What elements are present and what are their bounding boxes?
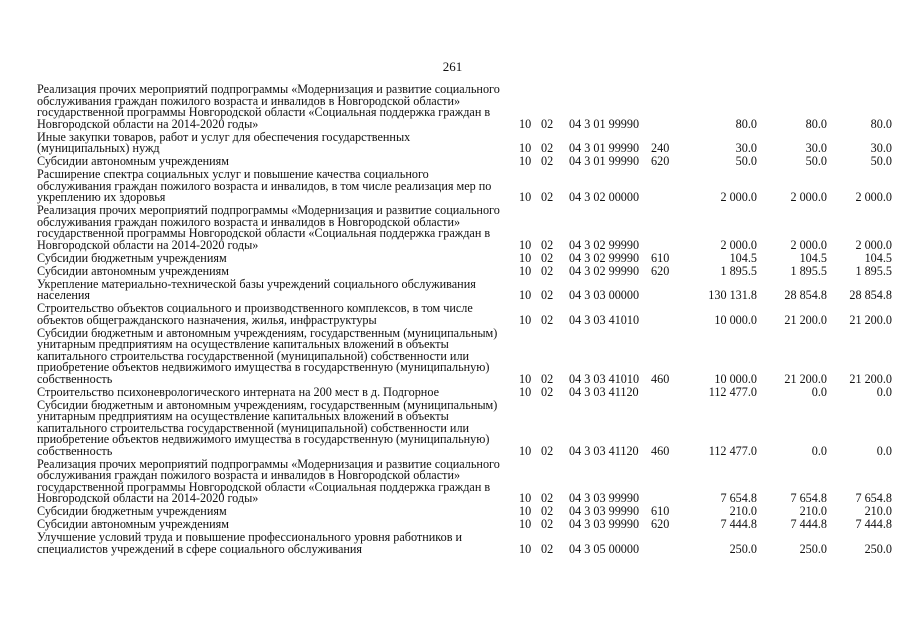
row-subsection-code: 02	[541, 312, 554, 327]
row-name: Улучшение условий труда и повышение профессионального уровня работников и специалистов учреждений в сфере социального обслуживания	[37, 530, 463, 556]
row-target-article-code: 04 3 03 99990	[569, 504, 640, 518]
row-expense-type-code	[651, 169, 677, 205]
row-subsection-code: 02	[541, 517, 554, 531]
row-section-code: 10	[519, 190, 532, 204]
row-amount-year-1: 80.0	[735, 116, 757, 131]
row-amount-year-2: 80.0	[805, 116, 827, 131]
row-amount-year-3: 21 200.0	[849, 312, 892, 327]
row-subsection-code: 02	[541, 371, 554, 386]
row-name: Расширение спектра социальных услуг и повышение качества социального обслуживания граждан пожилого возраста и инвалидов, в том числе реализация мер по укреплению их здоровья	[37, 167, 492, 204]
row-section-code: 10	[519, 371, 532, 386]
row-amount-year-2: 0.0	[811, 384, 827, 399]
row-expense-type-code	[651, 279, 677, 304]
row-expense-type-code: 620	[651, 154, 670, 168]
row-amount-year-1: 7 444.8	[720, 517, 757, 531]
row-target-article-code: 04 3 05 00000	[569, 541, 640, 556]
row-subsection-code: 02	[541, 504, 554, 518]
row-amount-year-3: 2 000.0	[855, 237, 892, 252]
row-section-code: 10	[519, 288, 532, 302]
row-amount-year-3: 0.0	[876, 443, 892, 458]
row-amount-year-2: 50.0	[805, 154, 827, 168]
row-amount-year-1: 2 000.0	[720, 237, 757, 252]
budget-table	[37, 84, 892, 557]
row-amount-year-1: 130 131.8	[708, 288, 757, 302]
budget-table-body	[37, 84, 892, 557]
row-expense-type-code: 610	[651, 504, 670, 518]
row-target-article-code: 04 3 02 99990	[569, 263, 640, 278]
row-name: Субсидии автономным учреждениям	[37, 154, 229, 168]
row-name: Реализация прочих мероприятий подпрограммы «Модернизация и развитие социального обслуживания граждан пожилого возраста и инвалидов в Новгородской области» государственной программы Новгородской области «Социальная поддержка граждан в Новгородской области на 2014-2020 годы»	[37, 82, 500, 131]
row-name: Субсидии автономным учреждениям	[37, 517, 229, 531]
row-amount-year-3: 2 000.0	[855, 190, 892, 204]
table-row	[37, 169, 892, 205]
row-amount-year-1: 250.0	[729, 541, 757, 556]
row-target-article-code: 04 3 03 41010	[569, 312, 640, 327]
row-target-article-code: 04 3 03 41120	[569, 443, 639, 458]
row-name: Субсидии бюджетным и автономным учреждениям, государственным (муниципальным) унитарным предприятиям на осуществление капитальных вложений в объекты капитального строительства государственной (муниципальной) собственности или приобретение объектов недвижимого имущества в государственную (муниципальную) собственность	[37, 397, 498, 458]
row-amount-year-1: 104.5	[729, 250, 757, 265]
row-amount-year-3: 30.0	[870, 141, 892, 155]
row-amount-year-2: 2 000.0	[790, 237, 827, 252]
row-amount-year-1: 112 477.0	[708, 443, 757, 458]
row-amount-year-3: 80.0	[870, 116, 892, 131]
row-amount-year-2: 21 200.0	[784, 312, 827, 327]
row-amount-year-1: 1 895.5	[720, 263, 757, 278]
row-name: Иные закупки товаров, работ и услуг для обеспечения государственных (муниципальных) нужд	[37, 129, 411, 155]
row-target-article-code: 04 3 03 99990	[569, 491, 640, 505]
row-target-article-code: 04 3 01 99990	[569, 154, 640, 168]
row-amount-year-1: 10 000.0	[714, 371, 757, 386]
row-name: Реализация прочих мероприятий подпрограммы «Модернизация и развитие социального обслуживания граждан пожилого возраста и инвалидов в Новгородской области» государственной программы Новгородской области «Социальная поддержка граждан в Новгородской области на 2014-2020 годы»	[37, 203, 500, 252]
row-target-article-code: 04 3 02 00000	[569, 190, 640, 204]
row-amount-year-3: 104.5	[864, 250, 892, 265]
row-expense-type-code: 460	[651, 443, 670, 458]
row-target-article-code: 04 3 03 41010	[569, 371, 640, 386]
row-subsection-code: 02	[541, 384, 554, 399]
page-number: 261	[442, 59, 463, 74]
row-expense-type-code: 620	[651, 517, 670, 531]
table-row	[37, 279, 892, 304]
row-name: Субсидии бюджетным учреждениям	[37, 504, 227, 518]
table-row	[37, 132, 892, 157]
row-amount-year-2: 1 895.5	[790, 263, 827, 278]
row-subsection-code: 02	[541, 116, 554, 131]
row-section-code: 10	[519, 491, 532, 505]
table-row	[37, 303, 892, 328]
row-target-article-code: 04 3 02 99990	[569, 237, 640, 252]
row-name: Укрепление материально-технической базы учреждений социального обслуживания населения	[37, 276, 476, 302]
row-amount-year-2: 2 000.0	[790, 190, 827, 204]
table-row	[37, 84, 892, 132]
row-amount-year-2: 0.0	[811, 443, 827, 458]
row-expense-type-code	[651, 459, 677, 507]
row-amount-year-3: 7 444.8	[855, 517, 892, 531]
row-subsection-code: 02	[541, 443, 554, 458]
row-subsection-code: 02	[541, 154, 554, 168]
table-row	[37, 459, 892, 507]
row-amount-year-3: 50.0	[870, 154, 892, 168]
row-name: Строительство психоневрологического интерната на 200 мест в д. Подгорное	[37, 384, 439, 399]
row-expense-type-code	[651, 387, 677, 400]
row-amount-year-2: 104.5	[799, 250, 827, 265]
row-expense-type-code: 460	[651, 371, 670, 386]
row-target-article-code: 04 3 03 41120	[569, 384, 639, 399]
row-subsection-code: 02	[541, 237, 554, 252]
row-subsection-code: 02	[541, 141, 554, 155]
row-subsection-code: 02	[541, 250, 554, 265]
row-subsection-code: 02	[541, 491, 554, 505]
row-amount-year-2: 28 854.8	[784, 288, 827, 302]
row-section-code: 10	[519, 443, 532, 458]
row-target-article-code: 04 3 01 99990	[569, 116, 640, 131]
row-expense-type-code	[651, 84, 677, 132]
row-amount-year-3: 0.0	[876, 384, 892, 399]
row-amount-year-1: 30.0	[735, 141, 757, 155]
row-section-code: 10	[519, 116, 532, 131]
row-amount-year-1: 7 654.8	[720, 491, 757, 505]
table-row	[37, 328, 892, 387]
row-amount-year-1: 2 000.0	[720, 190, 757, 204]
row-section-code: 10	[519, 250, 532, 265]
row-amount-year-3: 7 654.8	[855, 491, 892, 505]
row-section-code: 10	[519, 263, 532, 278]
row-subsection-code: 02	[541, 263, 554, 278]
row-name: Субсидии бюджетным учреждениям	[37, 250, 227, 265]
row-amount-year-1: 112 477.0	[708, 384, 757, 399]
row-expense-type-code	[651, 532, 677, 557]
row-section-code: 10	[519, 312, 532, 327]
row-amount-year-2: 250.0	[799, 541, 827, 556]
row-expense-type-code: 620	[651, 263, 670, 278]
row-target-article-code: 04 3 01 99990	[569, 141, 640, 155]
table-row	[37, 205, 892, 253]
table-row	[37, 532, 892, 557]
row-amount-year-3: 210.0	[864, 504, 892, 518]
row-amount-year-3: 1 895.5	[855, 263, 892, 278]
row-amount-year-3: 21 200.0	[849, 371, 892, 386]
row-subsection-code: 02	[541, 288, 554, 302]
row-amount-year-1: 50.0	[735, 154, 757, 168]
row-name: Субсидии автономным учреждениям	[37, 263, 229, 278]
row-section-code: 10	[519, 237, 532, 252]
row-section-code: 10	[519, 504, 532, 518]
table-row	[37, 400, 892, 459]
row-name: Реализация прочих мероприятий подпрограммы «Модернизация и развитие социального обслуживания граждан пожилого возраста и инвалидов в Новгородской области» государственной программы Новгородской области «Социальная поддержка граждан в Новгородской области на 2014-2020 годы»	[37, 456, 500, 505]
row-amount-year-3: 28 854.8	[849, 288, 892, 302]
row-amount-year-2: 7 444.8	[790, 517, 827, 531]
row-target-article-code: 04 3 03 99990	[569, 517, 640, 531]
row-target-article-code: 04 3 03 00000	[569, 288, 640, 302]
row-amount-year-3: 250.0	[864, 541, 892, 556]
row-amount-year-2: 21 200.0	[784, 371, 827, 386]
row-name: Субсидии бюджетным и автономным учреждениям, государственным (муниципальным) унитарным предприятиям на осуществление капитальных вложений в объекты капитального строительства государственной (муниципальной) собственности или приобретение объектов недвижимого имущества в государственную (муниципальную) собственность	[37, 325, 498, 386]
row-subsection-code: 02	[541, 190, 554, 204]
row-amount-year-2: 210.0	[799, 504, 827, 518]
row-expense-type-code: 240	[651, 141, 670, 155]
row-amount-year-1: 210.0	[729, 504, 757, 518]
row-amount-year-2: 7 654.8	[790, 491, 827, 505]
row-section-code: 10	[519, 541, 532, 556]
row-expense-type-code	[651, 303, 677, 328]
row-amount-year-1: 10 000.0	[714, 312, 757, 327]
row-name: Строительство объектов социального и производственного комплексов, в том числе объектов общегражданского назначения, жилья, инфраструктуры	[37, 301, 473, 327]
row-section-code: 10	[519, 141, 532, 155]
row-subsection-code: 02	[541, 541, 554, 556]
row-expense-type-code: 610	[651, 250, 670, 265]
row-section-code: 10	[519, 517, 532, 531]
row-amount-year-2: 30.0	[805, 141, 827, 155]
row-section-code: 10	[519, 154, 532, 168]
row-expense-type-code	[651, 205, 677, 253]
row-target-article-code: 04 3 02 99990	[569, 250, 640, 265]
row-section-code: 10	[519, 384, 532, 399]
